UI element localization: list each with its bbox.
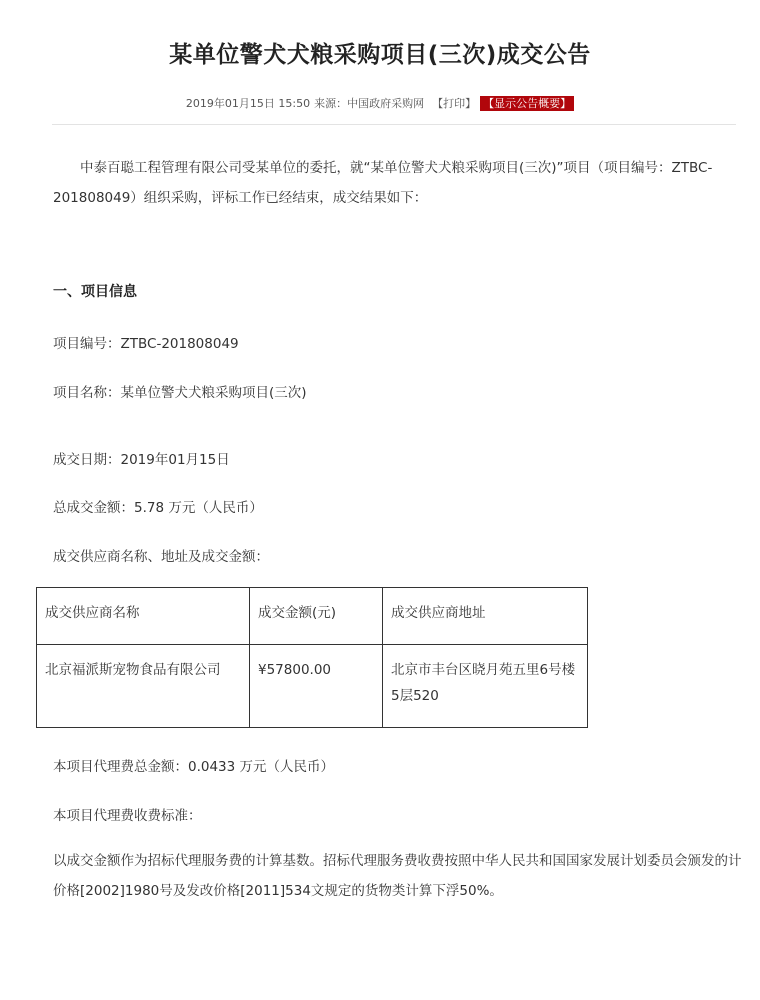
show-summary-button[interactable]: 【显示公告概要】 [480, 96, 574, 111]
print-link[interactable]: 【打印】 [432, 97, 477, 110]
section-heading-project-info: 一、项目信息 [53, 284, 137, 300]
article-meta [0, 95, 760, 111]
table-header-cell: 成交供应商名称 [37, 588, 250, 645]
deal-date: 成交日期：2019年01月15日 [53, 452, 230, 468]
fee-standard-text: 以成交金额作为招标代理服务费的计算基数。招标代理服务费收费按照中华人民共和国国家发展计划委员会颁发的计价格[2002]1980号及发改价格[2011]534文规定的货物类计算下浮50%。 [53, 853, 742, 899]
table-row [37, 645, 588, 728]
header-divider [52, 124, 736, 125]
intro-paragraph: 中泰百聪工程管理有限公司受某单位的委托，就“某单位警犬犬粮采购项目(三次)”项目（项目编号：ZTBC-201808049）组织采购，评标工作已经结束，成交结果如下： [53, 160, 713, 206]
table-header-cell: 成交金额(元) [250, 588, 383, 645]
publish-datetime: 2019年01月15日 15:50 [185, 97, 311, 110]
supplier-heading: 成交供应商名称、地址及成交金额： [53, 549, 269, 565]
amount-cell: ¥57800.00 [250, 645, 383, 728]
table-header-row [37, 588, 588, 645]
project-name: 项目名称：某单位警犬犬粮采购项目(三次) [53, 385, 307, 401]
total-amount: 总成交金额：5.78 万元（人民币） [53, 500, 263, 516]
fee-standard-label: 本项目代理费收费标准： [53, 808, 202, 824]
supplier-name-cell: 北京福派斯宠物食品有限公司 [37, 645, 250, 728]
result-table [36, 587, 588, 728]
source-label: 来源：中国政府采购网 [314, 97, 425, 110]
supplier-address-cell: 北京市丰台区晓月苑五里6号楼5层520 [383, 645, 588, 728]
page-title: 某单位警犬犬粮采购项目(三次)成交公告 [169, 42, 591, 68]
agency-fee-total: 本项目代理费总金额：0.0433 万元（人民币） [53, 759, 335, 775]
table-header-cell: 成交供应商地址 [383, 588, 588, 645]
project-number: 项目编号：ZTBC-201808049 [53, 336, 239, 352]
